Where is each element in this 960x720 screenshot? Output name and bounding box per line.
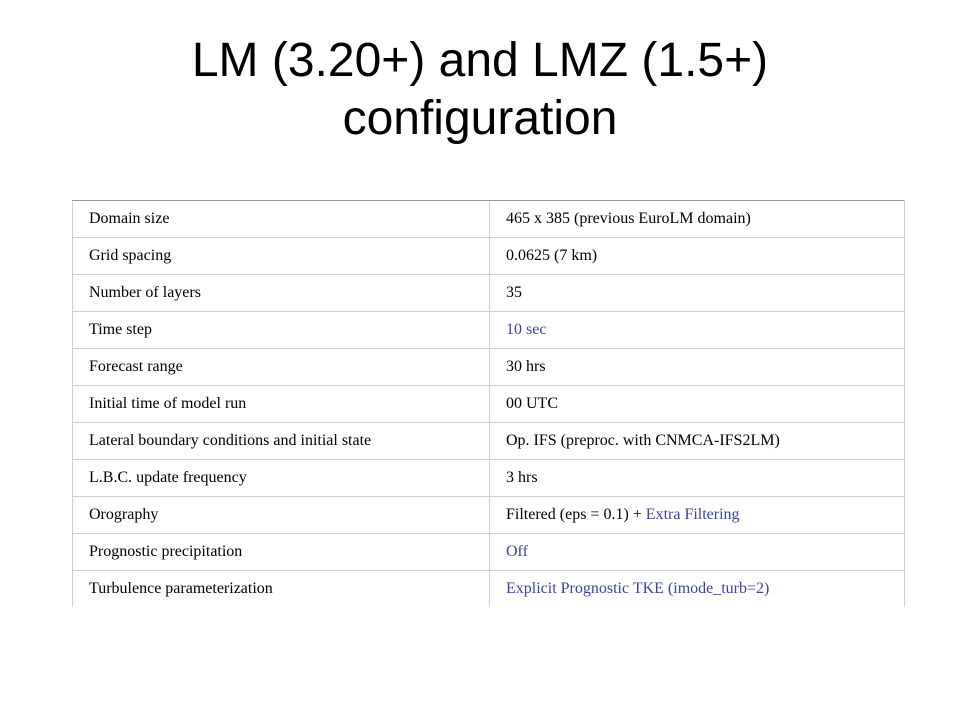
slide-title (0, 32, 960, 148)
row-value: 465 x 385 (previous EuroLM domain) (490, 201, 905, 238)
table-row (73, 312, 905, 349)
table-row (73, 534, 905, 571)
configuration-table (72, 200, 905, 607)
row-label: Domain size (73, 201, 490, 238)
table-row (73, 349, 905, 386)
row-value-plain: Filtered (eps = 0.1) + (506, 506, 646, 523)
table-row (73, 460, 905, 497)
row-value-highlighted: Extra Filtering (645, 506, 740, 523)
table-row (73, 497, 905, 534)
row-value (490, 497, 905, 534)
slide-title-line-2: configuration (342, 92, 618, 145)
slide-title-line-1: LM (3.20+) and LMZ (1.5+) (191, 34, 769, 87)
row-label: Grid spacing (73, 238, 490, 275)
table-row (73, 386, 905, 423)
table-row (73, 275, 905, 312)
row-value-highlighted: Explicit Prognostic TKE (imode_turb=2) (490, 571, 905, 608)
row-value: Op. IFS (preproc. with CNMCA-IFS2LM) (490, 423, 905, 460)
row-value-highlighted: 10 sec (490, 312, 905, 349)
row-value: 3 hrs (490, 460, 905, 497)
row-value: 35 (490, 275, 905, 312)
row-value-highlighted: Off (490, 534, 905, 571)
table-row (73, 238, 905, 275)
table-row (73, 571, 905, 608)
row-value: 0.0625 (7 km) (490, 238, 905, 275)
row-label: Turbulence parameterization (73, 571, 490, 608)
row-value: 30 hrs (490, 349, 905, 386)
table-row (73, 423, 905, 460)
row-label: L.B.C. update frequency (73, 460, 490, 497)
row-value: 00 UTC (490, 386, 905, 423)
row-label: Number of layers (73, 275, 490, 312)
row-label: Lateral boundary conditions and initial state (73, 423, 490, 460)
row-label: Time step (73, 312, 490, 349)
row-label: Forecast range (73, 349, 490, 386)
table-row (73, 201, 905, 238)
row-label: Orography (73, 497, 490, 534)
row-label: Initial time of model run (73, 386, 490, 423)
row-label: Prognostic precipitation (73, 534, 490, 571)
